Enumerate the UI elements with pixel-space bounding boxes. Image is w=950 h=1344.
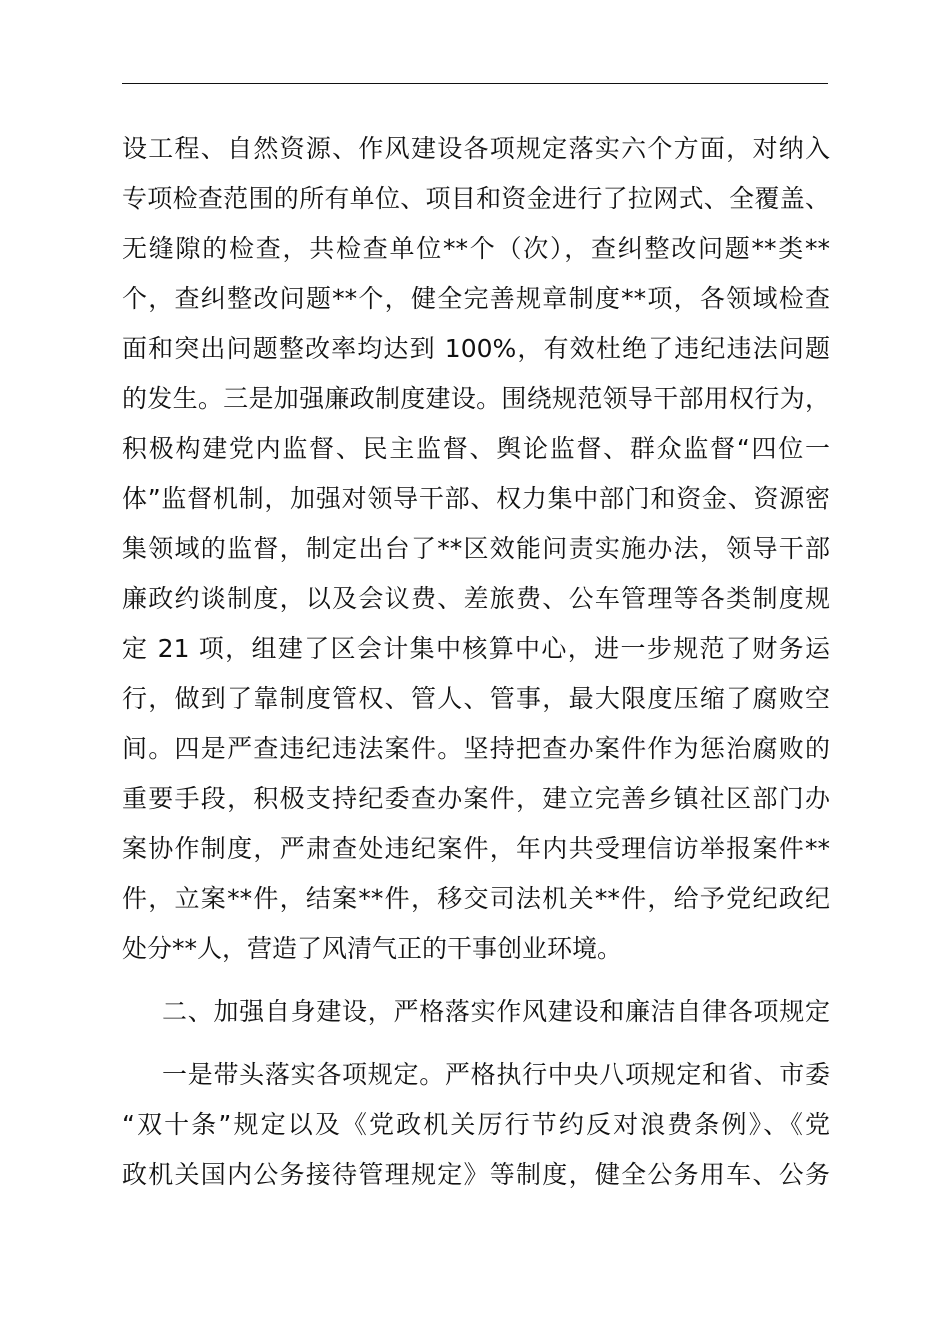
body-text-line: 廉政约谈制度，以及会议费、差旅费、公车管理等各类制度规 bbox=[122, 584, 830, 613]
body-text-line: 积极构建党内监督、民主监督、舆论监督、群众监督“四位一 bbox=[122, 434, 830, 463]
body-text-line: 处分**人，营造了风清气正的干事创业环境。 bbox=[122, 934, 623, 963]
body-text-line: 定 21 项，组建了区会计集中核算中心，进一步规范了财务运 bbox=[122, 634, 830, 663]
body-text-line: 个，查纠整改问题**个，健全完善规章制度**项，各领域检查 bbox=[122, 284, 830, 313]
body-text-line: 面和突出问题整改率均达到 100%，有效杜绝了违纪违法问题 bbox=[122, 334, 830, 363]
body-text-line: 设工程、自然资源、作风建设各项规定落实六个方面，对纳入 bbox=[122, 134, 830, 163]
body-text-line: 政机关国内公务接待管理规定》等制度，健全公务用车、公务 bbox=[122, 1160, 830, 1189]
body-text-line: 一是带头落实各项规定。严格执行中央八项规定和省、市委 bbox=[162, 1060, 830, 1089]
body-text-line: 重要手段，积极支持纪委查办案件，建立完善乡镇社区部门办 bbox=[122, 784, 830, 813]
body-text-line: 专项检查范围的所有单位、项目和资金进行了拉网式、全覆盖、 bbox=[122, 184, 830, 213]
body-text-line: 的发生。三是加强廉政制度建设。围绕规范领导干部用权行为， bbox=[122, 384, 830, 413]
body-text-line: “双十条”规定以及《党政机关厉行节约反对浪费条例》、《党 bbox=[122, 1110, 830, 1139]
body-text-line: 体”监督机制，加强对领导干部、权力集中部门和资金、资源密 bbox=[122, 484, 830, 513]
body-text-line: 无缝隙的检查，共检查单位**个（次），查纠整改问题**类** bbox=[122, 234, 830, 263]
header-rule bbox=[122, 83, 828, 84]
body-text-line: 行，做到了靠制度管权、管人、管事，最大限度压缩了腐败空 bbox=[122, 684, 830, 713]
body-text-line: 间。四是严查违纪违法案件。坚持把查办案件作为惩治腐败的 bbox=[122, 734, 830, 763]
body-text-line: 案协作制度，严肃查处违纪案件，年内共受理信访举报案件** bbox=[122, 834, 830, 863]
body-text-line: 集领域的监督，制定出台了**区效能问责实施办法，领导干部 bbox=[122, 534, 830, 563]
section-heading: 二、加强自身建设，严格落实作风建设和廉洁自律各项规定 bbox=[162, 997, 830, 1026]
body-text-line: 件，立案**件，结案**件，移交司法机关**件，给予党纪政纪 bbox=[122, 884, 830, 913]
